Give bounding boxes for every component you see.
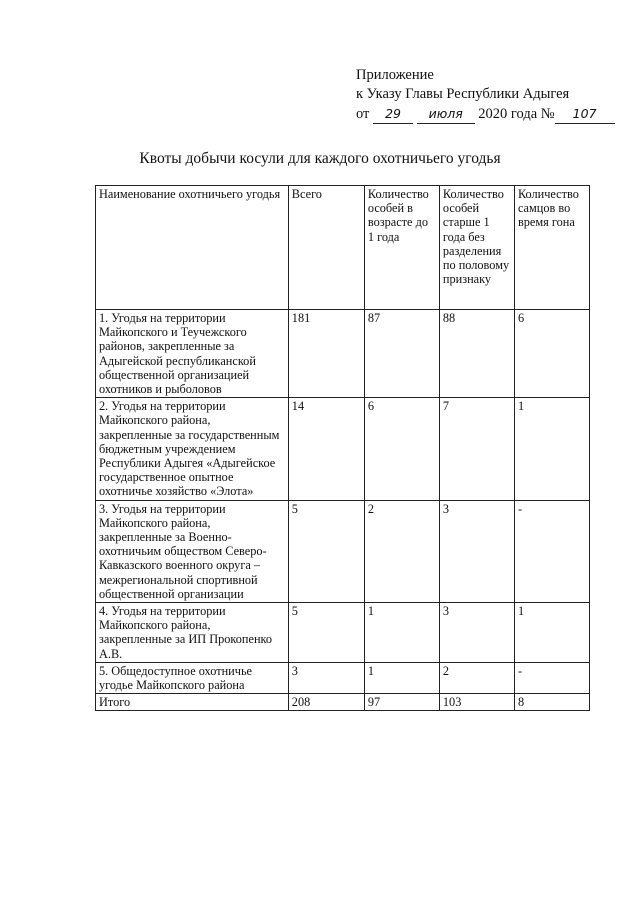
row-name: 3. Угодья на территории Майкопского района, закрепленные за Военно-охотничьим обществом Северо-Кавказского военного округа – межрегиональной спортивной общественной организации bbox=[96, 500, 289, 602]
row-over-one-year: 88 bbox=[439, 310, 514, 398]
table-row bbox=[96, 310, 590, 398]
row-under-one-year: 6 bbox=[364, 398, 439, 500]
appendix-date-line bbox=[356, 104, 615, 124]
row-over-one-year: 7 bbox=[439, 398, 514, 500]
appendix-label: Приложение bbox=[356, 67, 434, 83]
row-under-one-year: 2 bbox=[364, 500, 439, 602]
header-over-one-year: Количество особей старше 1 года без разделения по половому признаку bbox=[439, 186, 514, 310]
table-header-row bbox=[96, 186, 590, 310]
table-row bbox=[96, 500, 590, 602]
header-hunting-ground: Наименование охотничьего угодья bbox=[96, 186, 289, 310]
row-total: 5 bbox=[288, 500, 364, 602]
row-total: 5 bbox=[288, 603, 364, 663]
row-name: 4. Угодья на территории Майкопского района, закрепленные за ИП Прокопенко А.В. bbox=[96, 603, 289, 663]
total-label: Итого bbox=[96, 694, 289, 711]
appendix-block bbox=[356, 66, 615, 124]
header-total: Всего bbox=[288, 186, 364, 310]
header-males-rut: Количество самцов во время гона bbox=[514, 186, 589, 310]
total-males-rut: 8 bbox=[514, 694, 589, 711]
table-row bbox=[96, 603, 590, 663]
row-over-one-year: 2 bbox=[439, 662, 514, 693]
row-total: 3 bbox=[288, 662, 364, 693]
quota-table bbox=[95, 185, 590, 711]
table-total-row bbox=[96, 694, 590, 711]
table-row bbox=[96, 662, 590, 693]
row-males-rut: - bbox=[514, 662, 589, 693]
row-over-one-year: 3 bbox=[439, 603, 514, 663]
date-day: 29 bbox=[373, 104, 413, 124]
total-over-one-year: 103 bbox=[439, 694, 514, 711]
row-total: 14 bbox=[288, 398, 364, 500]
appendix-decree-ref: к Указу Главы Республики Адыгея bbox=[356, 86, 570, 102]
total-all: 208 bbox=[288, 694, 364, 711]
decree-number: 107 bbox=[555, 104, 615, 124]
row-males-rut: 1 bbox=[514, 603, 589, 663]
row-name: 5. Общедоступное охотничье угодье Майкопского района bbox=[96, 662, 289, 693]
row-males-rut: - bbox=[514, 500, 589, 602]
header-under-one-year: Количество особей в возрасте до 1 года bbox=[364, 186, 439, 310]
date-year-text: 2020 года № bbox=[478, 106, 555, 122]
total-under-one-year: 97 bbox=[364, 694, 439, 711]
row-males-rut: 1 bbox=[514, 398, 589, 500]
date-month: июля bbox=[417, 104, 475, 124]
table-row bbox=[96, 398, 590, 500]
row-name: 1. Угодья на территории Майкопского и Теучежского районов, закрепленные за Адыгейской республиканской общественной организацией охотников и рыболовов bbox=[96, 310, 289, 398]
row-under-one-year: 87 bbox=[364, 310, 439, 398]
row-over-one-year: 3 bbox=[439, 500, 514, 602]
row-under-one-year: 1 bbox=[364, 662, 439, 693]
row-name: 2. Угодья на территории Майкопского района, закрепленные за государственным бюджетным учреждением Республики Адыгея «Адыгейское государственное опытное охотничье хозяйство «Элота» bbox=[96, 398, 289, 500]
row-under-one-year: 1 bbox=[364, 603, 439, 663]
document-title: Квоты добычи косули для каждого охотничьего угодья bbox=[139, 150, 501, 167]
date-prefix: от bbox=[356, 106, 370, 122]
row-males-rut: 6 bbox=[514, 310, 589, 398]
row-total: 181 bbox=[288, 310, 364, 398]
